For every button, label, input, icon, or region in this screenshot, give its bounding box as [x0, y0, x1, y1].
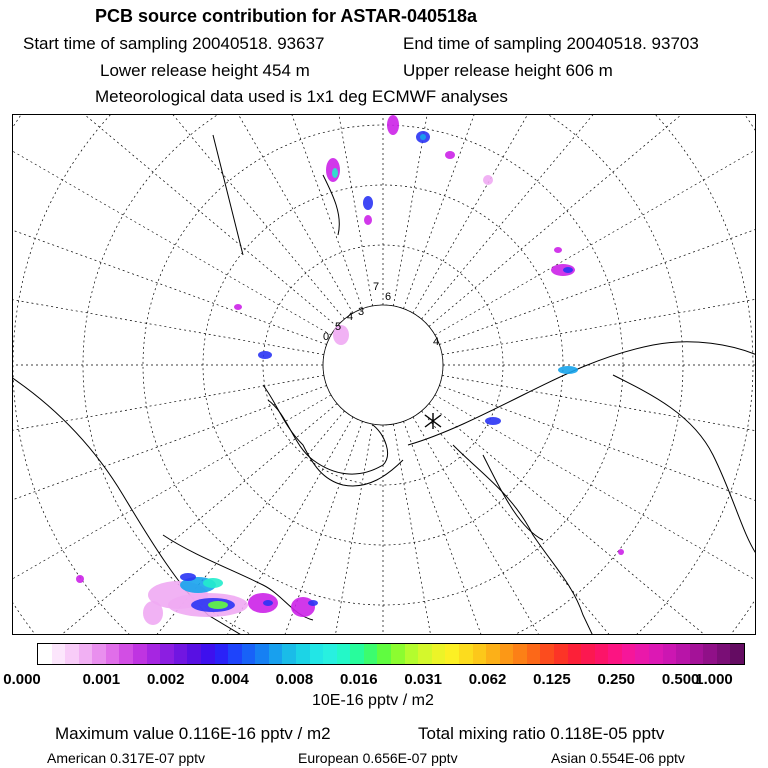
asian-contribution-label: Asian 0.554E-06 pptv: [551, 750, 685, 766]
colorbar-segment: [622, 644, 636, 664]
plume-patch: [420, 134, 426, 140]
colorbar-tick-label: 0.062: [468, 671, 507, 688]
colorbar-segment: [391, 644, 405, 664]
total-mixing-ratio-label: Total mixing ratio 0.118E-05 pptv: [418, 724, 665, 743]
polar-map: [13, 115, 756, 635]
colorbar-segment: [554, 644, 568, 664]
plume-patch: [308, 600, 318, 606]
colorbar-segment: [459, 644, 473, 664]
plume-patch: [485, 417, 501, 425]
colorbar-segment: [473, 644, 487, 664]
colorbar-segment: [296, 644, 310, 664]
colorbar: [37, 643, 745, 665]
plume-patch: [76, 575, 84, 583]
colorbar-segment: [174, 644, 188, 664]
meridian-line: [404, 115, 623, 309]
colorbar-segment: [323, 644, 337, 664]
maximum-value-label: Maximum value 0.116E-16 pptv / m2: [55, 724, 331, 743]
map-panel: [12, 114, 756, 635]
meridian-line: [13, 115, 331, 335]
colorbar-segment: [364, 644, 378, 664]
colorbar-segment: [79, 644, 93, 664]
colorbar-segment: [269, 644, 283, 664]
plume-patch: [483, 175, 493, 185]
meridian-line: [393, 424, 504, 635]
end-time-label: End time of sampling 20040518. 93703: [403, 34, 699, 53]
plume-patch: [203, 578, 223, 588]
plume-patch: [234, 304, 242, 310]
start-time-label: Start time of sampling 20040518. 93637: [23, 34, 325, 53]
colorbar-segment: [581, 644, 595, 664]
meridian-line: [429, 404, 756, 635]
colorbar-segment: [228, 644, 242, 664]
colorbar-segment: [690, 644, 704, 664]
colorbar-tick-label: 0.001: [82, 671, 121, 688]
plume-patch: [143, 601, 163, 625]
colorbar-segment: [350, 644, 364, 664]
colorbar-segment: [106, 644, 120, 664]
colorbar-tick-label: 0.008: [275, 671, 314, 688]
coastline-scandinavia: [483, 455, 543, 540]
upper-release-height-label: Upper release height 606 m: [403, 61, 613, 80]
colorbar-segment: [513, 644, 527, 664]
meridian-line: [422, 115, 756, 319]
meridian-line: [439, 386, 756, 605]
colorbar-segment: [160, 644, 174, 664]
station-marker: 5: [335, 321, 342, 333]
colorbar-tick-label: 0.500: [661, 671, 700, 688]
meridian-line: [422, 411, 756, 635]
colorbar-segment: [717, 644, 731, 664]
colorbar-segment: [282, 644, 296, 664]
colorbar-segment: [65, 644, 79, 664]
plume-patch: [208, 601, 228, 609]
colorbar-segment: [133, 644, 147, 664]
colorbar-segment: [92, 644, 106, 664]
plume-patch: [445, 151, 455, 159]
plume-patch: [563, 267, 573, 273]
meridian-line: [13, 115, 337, 326]
plume-patch: [387, 115, 399, 135]
colorbar-segment: [568, 644, 582, 664]
colorbar-tick-label: 0.125: [533, 671, 571, 688]
colorbar-tick-label: 0.002: [146, 671, 185, 688]
colorbar-segment: [676, 644, 690, 664]
meridian-line: [13, 243, 324, 354]
plume-patch: [364, 215, 372, 225]
colorbar-segment: [242, 644, 256, 664]
plume-patch: [291, 597, 315, 617]
meridian-line: [13, 386, 327, 605]
colorbar-segment: [649, 644, 663, 664]
colorbar-segment: [52, 644, 66, 664]
meridian-line: [413, 417, 733, 635]
colorbar-segment: [418, 644, 432, 664]
colorbar-segment: [215, 644, 229, 664]
colorbar-segment: [147, 644, 161, 664]
release-site-marker: [425, 413, 441, 429]
colorbar-segment: [201, 644, 215, 664]
meridian-line: [429, 115, 756, 326]
coastline-asia-east: [613, 375, 756, 555]
colorbar-segment: [635, 644, 649, 664]
plume-patch: [618, 549, 624, 555]
meridian-line: [13, 126, 330, 345]
colorbar-segment: [405, 644, 419, 664]
plume-patch: [180, 573, 196, 581]
colorbar-segment: [730, 644, 744, 664]
plume-patch: [258, 351, 272, 359]
station-marker: 4: [347, 311, 354, 323]
colorbar-tick-label: 0.016: [340, 671, 378, 688]
station-marker: 6: [385, 291, 392, 303]
colorbar-segment: [38, 644, 52, 664]
colorbar-unit-label: 10E-16 pptv / m2: [312, 692, 434, 709]
plot-title: PCB source contribution for ASTAR-040518a: [95, 6, 478, 26]
coastline-pacific: [213, 135, 339, 255]
colorbar-segment: [500, 644, 514, 664]
station-marker: 7: [373, 281, 380, 293]
colorbar-tick-label: 0.000: [3, 671, 41, 688]
colorbar-tick-label: 1.000: [695, 671, 733, 688]
colorbar-segment: [608, 644, 622, 664]
meridian-line: [144, 115, 363, 309]
meridian-line: [435, 115, 756, 335]
colorbar-segment: [595, 644, 609, 664]
meridian-line: [413, 115, 733, 313]
colorbar-segment: [527, 644, 541, 664]
meridian-line: [33, 115, 353, 313]
lower-release-height-label: Lower release height 454 m: [100, 61, 310, 80]
plume-patch: [554, 247, 562, 253]
meridian-line: [442, 243, 756, 354]
meridian-line: [442, 375, 756, 486]
european-contribution-label: European 0.656E-07 pptv: [298, 750, 458, 766]
station-marker: 3: [358, 306, 365, 318]
met-data-label: Meteorological data used is 1x1 deg ECMWF analyses: [95, 87, 508, 106]
colorbar-segment: [310, 644, 324, 664]
colorbar-segment: [187, 644, 201, 664]
colorbar-segment: [445, 644, 459, 664]
colorbar-tick-label: 0.004: [211, 671, 249, 688]
station-marker: 0: [323, 331, 330, 343]
meridian-line: [404, 421, 623, 635]
colorbar-tick-label: 0.031: [404, 671, 442, 688]
colorbar-segment: [663, 644, 677, 664]
colorbar-segment: [486, 644, 500, 664]
colorbar-segment: [703, 644, 717, 664]
plume-patch: [558, 366, 578, 374]
colorbar-segment: [337, 644, 351, 664]
colorbar-tick-label: 0.250: [597, 671, 636, 688]
colorbar-segment: [432, 644, 446, 664]
colorbar-segment: [540, 644, 554, 664]
meridian-line: [13, 375, 324, 486]
plume-patch: [332, 168, 338, 178]
lat-lon-grid: [13, 115, 756, 635]
plume-patch: [363, 196, 373, 210]
colorbar-segment: [377, 644, 391, 664]
meridian-line: [13, 115, 344, 319]
colorbar-segment: [119, 644, 133, 664]
meridian-line: [439, 126, 756, 345]
american-contribution-label: American 0.317E-07 pptv: [47, 750, 205, 766]
colorbar-segment: [255, 644, 269, 664]
station-marker: 4: [433, 336, 440, 348]
plume-patch: [263, 600, 273, 606]
